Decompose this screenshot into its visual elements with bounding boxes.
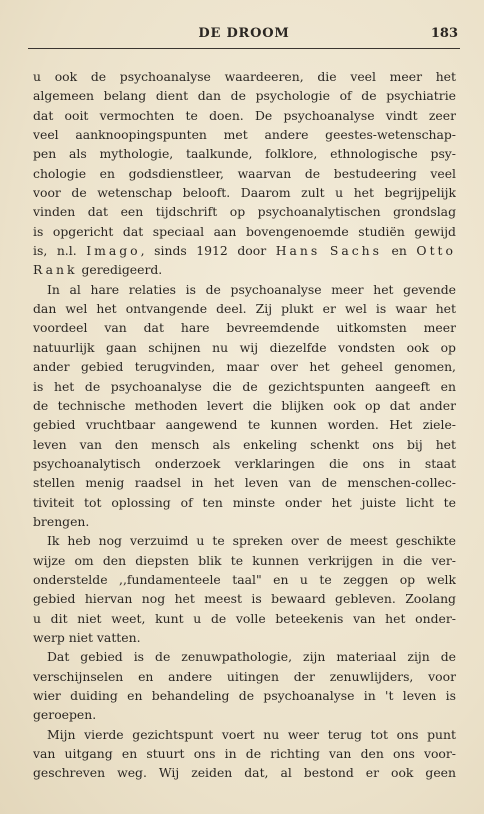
text-fragment: geredigeerd. <box>77 262 163 278</box>
text-line: verschijnselen en andere uitingen der zenuwlijders, voor <box>33 668 456 684</box>
text-line-names <box>33 260 456 279</box>
text-fragment: , sinds 1912 door <box>140 243 276 259</box>
text-line: gebied hiervan nog het meest is bewaard gebleven. Zoolang <box>33 591 456 607</box>
text-line: stellen menig raadsel in het leven van de menschen-collec- <box>33 475 456 491</box>
text-line: wijze om den diepsten blik te kunnen verkrijgen in die ver- <box>33 552 456 568</box>
text-line: leven van den mensch als enkeling schenkt ons bij het <box>33 436 456 452</box>
text-line: ander gebied terugvinden, maar over het geheel genomen, <box>33 359 456 375</box>
text-line: voor de wetenschap belooft. Daarom zult u het begrijpelijk <box>33 185 456 201</box>
editor-first-name: Hans <box>275 243 321 259</box>
text-line: geroepen. <box>33 707 97 723</box>
text-line: u ook de psychoanalyse waardeeren, die veel meer het <box>33 69 456 84</box>
text-line: van uitgang en stuurt ons in de richting van den ons voor- <box>33 746 456 762</box>
running-title: DE DROOM <box>198 26 290 41</box>
text-line: dan wel het ontvangende deel. Zij plukt er wel is waar het <box>33 301 456 317</box>
journal-name-imago: Imago <box>86 243 141 259</box>
text-line: is het de psychoanalyse die de gezichtspunten aangeeft en <box>33 378 456 394</box>
text-line: In al hare relaties is de psychoanalyse meer het gevende <box>47 281 456 297</box>
text-line: tiviteit tot oplossing of ten minste onder het juiste licht te <box>33 494 456 510</box>
text-line: algemeen belang dient dan de psychologie of de psychiatrie <box>33 88 456 104</box>
editor-last-name: Sachs <box>329 243 382 259</box>
text-line: Dat gebied is de zenuwpathologie, zijn materiaal zijn de <box>47 649 456 665</box>
text-line: pen als mythologie, taalkunde, folklore, ethnologische psy- <box>33 146 456 162</box>
text-line: gebied vruchtbaar aangewend te kunnen worden. Het ziele- <box>33 417 456 433</box>
text-line: Ik heb nog verzuimd u te spreken over de meest geschikte <box>47 533 456 549</box>
text-line: is opgericht dat speciaal aan bovengenoemde studiën gewijd <box>33 223 456 239</box>
text-fragment: en <box>381 243 417 259</box>
text-line: chologie en godsdienstleer, waarvan de bestudeering veel <box>33 165 456 181</box>
text-line: psychoanalytisch onderzoek verklaringen die ons in staat <box>33 455 456 471</box>
page-header <box>28 26 460 46</box>
body-text <box>33 67 456 783</box>
text-line: wier duiding en behandeling de psychoanalyse in 't leven is <box>33 688 456 703</box>
page-number: 183 <box>430 26 458 41</box>
text-line: geschreven weg. Wij zeiden dat, al bestond er ook geen <box>33 765 456 781</box>
editor-otto: Otto <box>416 243 456 259</box>
header-rule <box>28 48 460 49</box>
text-line: onderstelde ,,fundamenteele taal" en u te zeggen op welk <box>33 571 456 587</box>
text-line: dat ooit vermochten te doen. De psychoanalyse vindt zeer <box>33 107 456 123</box>
text-line: natuurlijk gaan schijnen nu wij diezelfde vondsten ook op <box>33 339 456 355</box>
text-line: voordeel van dat hare bevreemdende uitkomsten meer <box>33 320 456 336</box>
editor-rank: Rank <box>33 262 78 278</box>
text-line: werp niet vatten. <box>33 629 141 645</box>
text-line: veel aanknoopingspunten met andere geestes-wetenschap- <box>33 127 456 143</box>
text-fragment: is, n.l. <box>33 243 87 259</box>
text-line: Mijn vierde gezichtspunt voert nu weer terug tot ons punt <box>47 726 456 742</box>
text-line: de technische methoden levert die blijken ook op dat ander <box>33 397 456 413</box>
text-line: brengen. <box>33 513 90 529</box>
text-line-names <box>33 241 456 260</box>
text-line: vinden dat een tijdschrift op psychoanalytischen grondslag <box>33 204 456 220</box>
text-line: u dit niet weet, kunt u de volle beteekenis van het onder- <box>33 610 456 626</box>
